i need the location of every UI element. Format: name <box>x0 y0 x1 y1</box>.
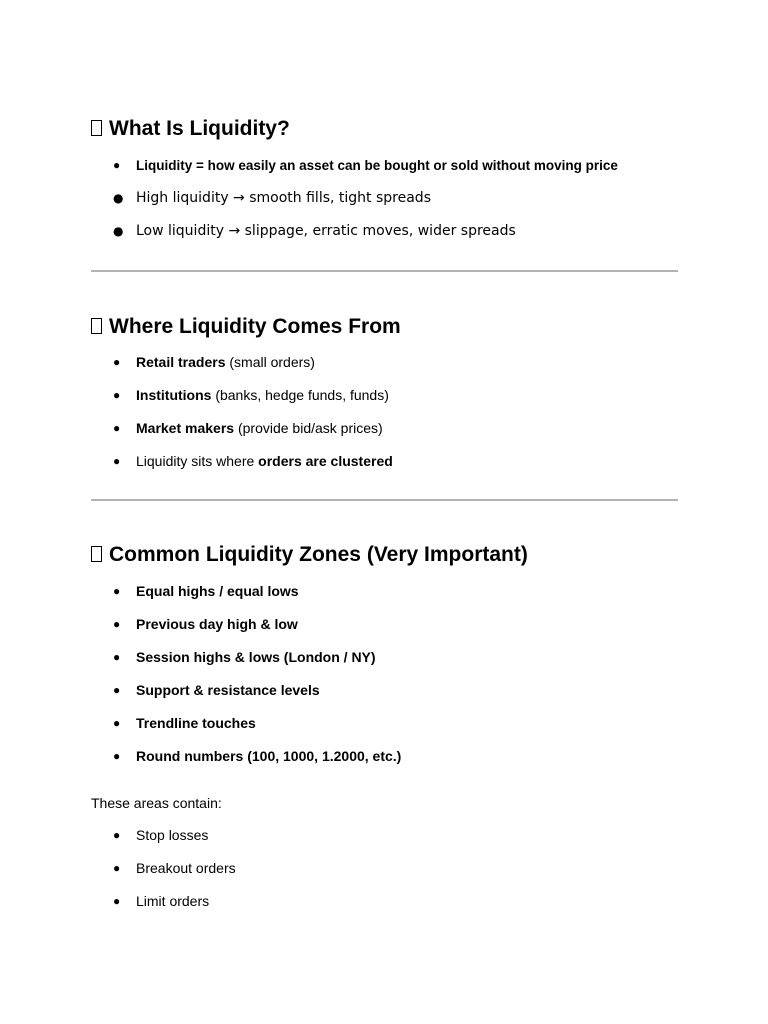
list-item: ● Support & resistance levels <box>91 679 681 712</box>
section-common-liquidity-zones <box>91 542 681 568</box>
paragraph: These areas contain: <box>91 795 222 811</box>
list-item: ● Equal highs / equal lows <box>91 580 681 613</box>
bullet-list <box>91 824 681 923</box>
bullet-icon: ● <box>113 158 121 172</box>
bullet-icon: ● <box>113 355 121 369</box>
bullet-icon: ● <box>113 683 121 697</box>
bullet-icon: ● <box>113 894 121 908</box>
list-item: ● Trendline touches <box>91 712 681 745</box>
list-item: ● Liquidity = how easily an asset can be bought or sold without moving price <box>91 154 681 187</box>
bullet-list <box>91 154 681 253</box>
missing-emoji-icon <box>91 318 102 334</box>
bullet-icon: ● <box>113 861 121 875</box>
bullet-icon: ● <box>113 650 121 664</box>
section-heading: Where Liquidity Comes From <box>91 314 681 340</box>
bullet-icon: ● <box>113 584 121 598</box>
bullet-list <box>91 580 681 778</box>
bullet-icon: ● <box>113 421 121 435</box>
list-item: ● Institutions (banks, hedge funds, funds) <box>91 384 681 417</box>
list-item: ● Round numbers (100, 1000, 1.2000, etc.) <box>91 745 681 778</box>
bullet-icon: ● <box>113 617 121 631</box>
list-item: ● Session highs & lows (London / NY) <box>91 646 681 679</box>
missing-emoji-icon <box>91 120 102 136</box>
list-item: ● Previous day high & low <box>91 613 681 646</box>
bullet-icon: ● <box>113 191 124 205</box>
section-heading: What Is Liquidity? <box>91 116 681 142</box>
list-item: ● Breakout orders <box>91 857 681 890</box>
bullet-icon: ● <box>113 716 121 730</box>
bullet-icon: ● <box>113 749 121 763</box>
bullet-icon: ● <box>113 224 124 238</box>
list-item: ● High liquidity → smooth fills, tight spreads <box>91 187 681 220</box>
bullet-icon: ● <box>113 454 121 468</box>
divider <box>91 270 678 272</box>
section-what-is-liquidity <box>91 116 681 142</box>
list-item: ● Low liquidity → slippage, erratic moves, wider spreads <box>91 220 681 253</box>
section-heading: Common Liquidity Zones (Very Important) <box>91 542 681 568</box>
list-item: ● Liquidity sits where orders are clustered <box>91 450 681 483</box>
bullet-icon: ● <box>113 388 121 402</box>
missing-emoji-icon <box>91 546 102 562</box>
list-item: ● Stop losses <box>91 824 681 857</box>
list-item: ● Market makers (provide bid/ask prices) <box>91 417 681 450</box>
bullet-list <box>91 351 681 483</box>
section-where-liquidity-comes-from <box>91 314 681 340</box>
list-item: ● Limit orders <box>91 890 681 923</box>
list-item: ● Retail traders (small orders) <box>91 351 681 384</box>
divider <box>91 499 678 501</box>
bullet-icon: ● <box>113 828 121 842</box>
